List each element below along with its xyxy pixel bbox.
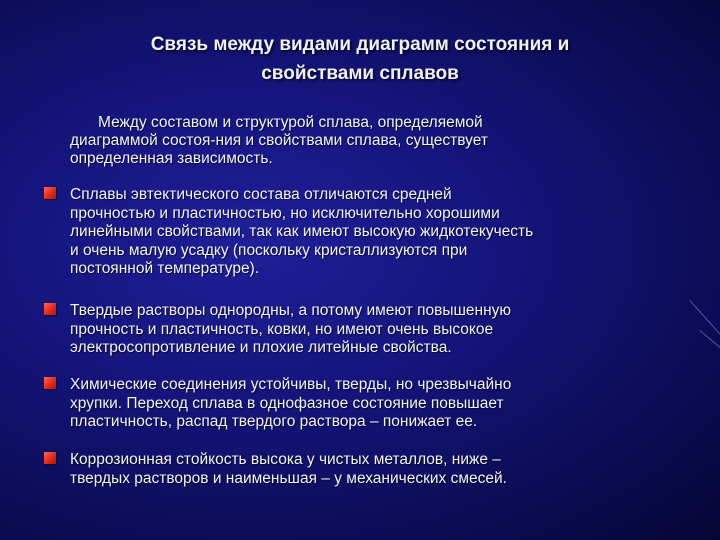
square-bullet-icon (44, 187, 56, 199)
bullet-line: твердых растворов и наименьшая – у механических смесей. (70, 469, 507, 487)
square-bullet-icon (44, 377, 56, 389)
title-line: Связь между видами диаграмм состояния и (150, 34, 570, 55)
intro-paragraph (70, 114, 660, 168)
intro-line: определенная зависимость. (70, 150, 273, 167)
bullet-line: хрупки. Переход сплава в однофазное состояние повышает (70, 394, 504, 412)
bullet-line: и очень малую усадку (поскольку кристаллизуются при (70, 241, 468, 259)
bullet-item (70, 302, 680, 358)
bullet-line: прочностью и пластичностью, но исключительно хорошими (70, 204, 500, 222)
intro-line: диаграммой состоя-ния и свойствами сплава, существует (70, 132, 488, 149)
bullet-line: Сплавы эвтектического состава отличаются средней (70, 186, 452, 203)
bullet-item (70, 186, 680, 279)
bullet-line: Химические соединения устойчивы, тверды, но чрезвычайно (70, 376, 512, 393)
bullet-item (70, 376, 680, 432)
bullet-line: линейными свойствами, так как имеют высокую жидкотекучесть (70, 223, 534, 240)
bullet-item (70, 451, 680, 488)
bullet-line: электросопротивление и плохие литейные свойства. (70, 339, 452, 356)
square-bullet-icon (44, 303, 56, 315)
bullet-line: постоянной температуре). (70, 260, 260, 277)
bullet-line: Коррозионная стойкость высока у чистых металлов, ниже – (70, 451, 501, 468)
decorative-line (699, 330, 720, 356)
slide-title (60, 30, 660, 88)
bullet-line: прочность и пластичность, ковки, но имеют очень высокое (70, 320, 494, 338)
decorative-line (689, 300, 720, 345)
title-line: свойствами сплавов (261, 63, 459, 84)
square-bullet-icon (44, 452, 56, 464)
bullet-line: Твердые растворы однородны, а потому имеют повышенную (70, 302, 512, 319)
intro-line: Между составом и структурой сплава, определяемой (98, 114, 483, 131)
bullet-line: пластичность, распад твердого раствора – понижает ее. (70, 413, 478, 430)
